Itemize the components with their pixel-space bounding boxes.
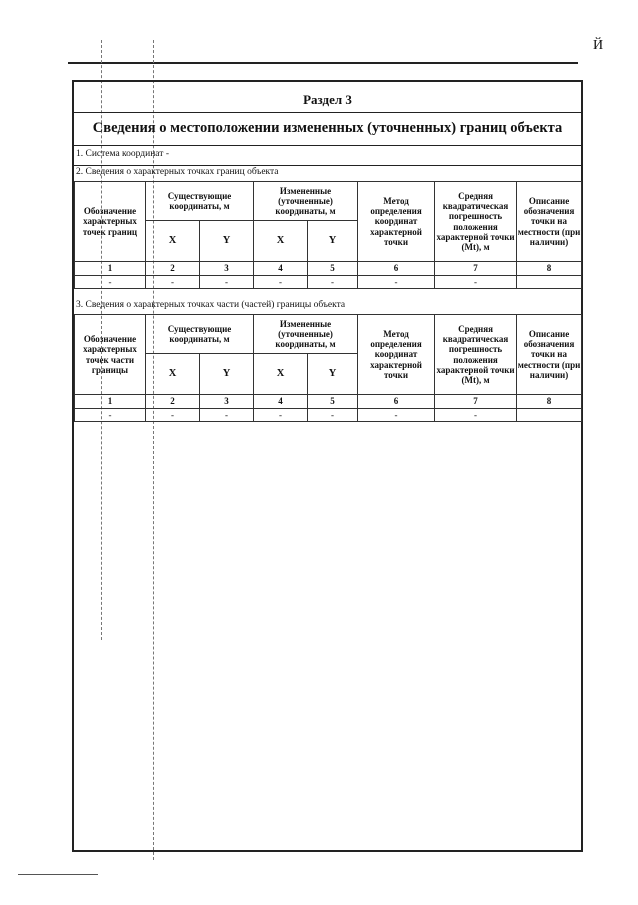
table-cell: - (146, 276, 200, 289)
column-number: 5 (308, 395, 358, 409)
column-number: 1 (75, 395, 146, 409)
table-cell: - (308, 276, 358, 289)
column-number: 7 (435, 395, 517, 409)
column-number: 6 (358, 395, 435, 409)
document-frame (72, 80, 583, 852)
header-point-label: Обозначение характерных точек части границы (75, 315, 146, 395)
boundary-points-table (74, 181, 582, 289)
header-x-changed: X (254, 221, 308, 262)
coord-system-value: - (165, 149, 169, 159)
header-x-changed: X (254, 354, 308, 395)
column-number: 2 (146, 395, 200, 409)
column-number-row (75, 262, 582, 276)
column-number: 4 (254, 395, 308, 409)
column-number: 8 (517, 395, 582, 409)
column-number: 6 (358, 262, 435, 276)
bottom-rule (18, 874, 98, 875)
header-existing-coords: Существующие координаты, м (146, 182, 254, 221)
table-cell: - (200, 276, 254, 289)
table-cell (517, 276, 582, 289)
table-cell: - (75, 409, 146, 422)
header-y-changed: Y (308, 354, 358, 395)
header-error: Средняя квадратическая погрешность положения характерной точки (Mt), м (435, 315, 517, 395)
header-y-changed: Y (308, 221, 358, 262)
divider (74, 145, 581, 146)
table-cell: - (146, 409, 200, 422)
column-number: 2 (146, 262, 200, 276)
column-number: 3 (200, 395, 254, 409)
column-number-row (75, 395, 582, 409)
part-boundary-points-table (74, 314, 582, 422)
table-row (75, 276, 582, 289)
column-number: 8 (517, 262, 582, 276)
divider (74, 165, 581, 166)
table-cell: - (75, 276, 146, 289)
column-number: 3 (200, 262, 254, 276)
header-error: Средняя квадратическая погрешность положения характерной точки (Mt), м (435, 182, 517, 262)
table-cell (517, 409, 582, 422)
column-number: 5 (308, 262, 358, 276)
table-cell: - (254, 409, 308, 422)
coord-system-label: 1. Система координат (76, 149, 164, 159)
table-cell: - (308, 409, 358, 422)
header-changed-coords: Измененные (уточненные) координаты, м (254, 182, 358, 221)
header-existing-coords: Существующие координаты, м (146, 315, 254, 354)
header-description: Описание обозначения точки на местности (при наличии) (517, 182, 582, 262)
table2-caption: 3. Сведения о характерных точках части (частей) границы объекта (76, 300, 346, 310)
column-number: 4 (254, 262, 308, 276)
header-description: Описание обозначения точки на местности (при наличии) (517, 315, 582, 395)
top-rule (68, 62, 578, 64)
section-title: Раздел 3 (303, 92, 352, 107)
table-row (75, 409, 582, 422)
header-x: X (146, 221, 200, 262)
main-title: Сведения о местоположении измененных (уточненных) границ объекта (92, 120, 563, 136)
table-cell: - (435, 276, 517, 289)
coord-system-line (76, 149, 169, 159)
header-x: X (146, 354, 200, 395)
divider (74, 112, 581, 113)
header-point-label: Обозначение характерных точек границ (75, 182, 146, 262)
table1-caption: 2. Сведения о характерных точках границ объекта (76, 167, 279, 177)
table-cell: - (358, 409, 435, 422)
column-number: 1 (75, 262, 146, 276)
corner-mark: Й (593, 38, 604, 53)
header-method: Метод определения координат характерной точки (358, 315, 435, 395)
table-cell: - (435, 409, 517, 422)
header-method: Метод определения координат характерной точки (358, 182, 435, 262)
header-y: Y (200, 354, 254, 395)
table-cell: - (254, 276, 308, 289)
column-number: 7 (435, 262, 517, 276)
header-changed-coords: Измененные (уточненные) координаты, м (254, 315, 358, 354)
header-y: Y (200, 221, 254, 262)
table-cell: - (358, 276, 435, 289)
table-cell: - (200, 409, 254, 422)
